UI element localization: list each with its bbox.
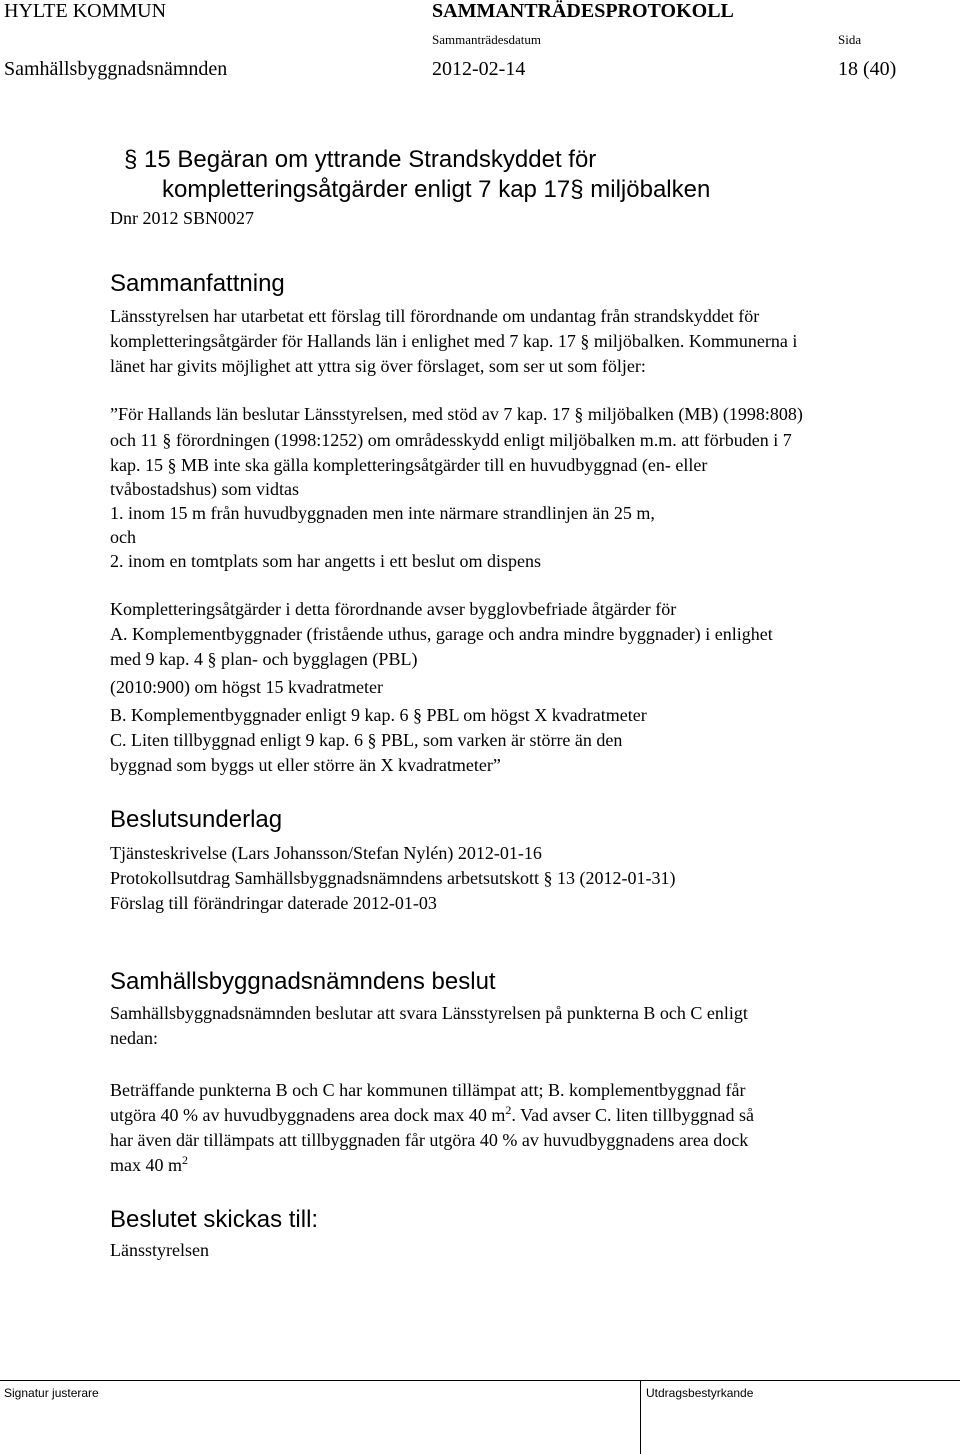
extract-certification-label: Utdragsbestyrkande (646, 1386, 754, 1400)
decision-paragraph-line: max 40 $m^2$ (110, 1153, 188, 1175)
basis-heading: Beslutsunderlag (110, 806, 283, 833)
basis-line: Tjänsteskrivelse (Lars Johansson/Stefan Nylén) 2012-01-16 (110, 843, 542, 863)
quote-line: och (110, 527, 136, 547)
title-line-1: 15 Begäran om yttrande Strandskyddet för (144, 146, 597, 173)
summary-line: kompletteringsåtgärder för Hallands län i enlighet med 7 kap. 17 § miljöbalken. Kommunerna i (110, 331, 798, 351)
summary-heading: Sammanfattning (110, 270, 285, 297)
quote-line: kap. 15 § MB inte ska gälla kompletteringsåtgärder till en huvudbyggnad (en- eller (110, 455, 708, 475)
page-number: 18 (40) (838, 58, 897, 80)
section-sign-icon: § (570, 176, 584, 203)
quote-line: och 11 § förordningen (1998:1252) om områdesskydd enligt miljöbalken m.m. att förbuden i 7 (110, 430, 792, 450)
recipients-heading: Beslutet skickas till: (110, 1206, 319, 1233)
date-label: Sammanträdesdatum (432, 32, 542, 47)
basis-line: Förslag till förändringar daterade 2012-01-03 (110, 893, 437, 913)
detail-line: A. Komplementbyggnader (fristående uthus, garage och andra mindre byggnader) i enlighet (110, 624, 773, 644)
quote-line: 2. inom en tomtplats som har angetts i ett beslut om dispens (110, 551, 541, 571)
quote-line: tvåbostadshus) som vidtas (110, 479, 299, 499)
section-sign-icon: § (124, 146, 138, 173)
basis-line: Protokollsutdrag Samhällsbyggnadsnämndens arbetsutskott § 13 (2012-01-31) (110, 868, 676, 888)
title-line-2: kompletteringsåtgärder enligt 7 kap 17§ miljöbalken (162, 176, 711, 203)
detail-line: med 9 kap. 4 § plan- och bygglagen (PBL) (110, 649, 418, 669)
detail-line: (2010:900) om högst 15 kvadratmeter (110, 677, 383, 697)
decision-line: Samhällsbyggnadsnämnden beslutar att svara Länsstyrelsen på punkterna B och C enligt (110, 1003, 748, 1023)
detail-line: byggnad som byggs ut eller större än X kvadratmeter” (110, 755, 501, 775)
signature-field-label: Signatur justerare (4, 1386, 99, 1400)
committee-name: Samhällsbyggnadsnämnden (4, 58, 228, 80)
section-title (124, 146, 596, 174)
detail-line: Kompletteringsåtgärder i detta förordnande avser bygglovbefriade åtgärder för (110, 599, 677, 619)
page-label: Sida (838, 32, 862, 47)
footer-divider (640, 1380, 641, 1454)
quote-line: ”För Hallands län beslutar Länsstyrelsen, med stöd av 7 kap. 17 § miljöbalken (MB) (1998:808) (110, 404, 803, 424)
document-type: SAMMANTRÄDESPROTOKOLL (432, 0, 734, 22)
meeting-date: 2012-02-14 (432, 58, 526, 80)
decision-heading: Samhällsbyggnadsnämndens beslut (110, 968, 496, 995)
registration-number: Dnr 2012 SBN0027 (110, 208, 255, 228)
detail-line: C. Liten tillbyggnad enligt 9 kap. 6 § PBL, som varken är större än den (110, 730, 623, 750)
decision-paragraph-line: har även där tillämpats att tillbyggnaden får utgöra 40 % av huvudbyggnadens area dock (110, 1130, 749, 1150)
detail-line: B. Komplementbyggnader enligt 9 kap. 6 § PBL om högst X kvadratmeter (110, 705, 647, 725)
recipient: Länsstyrelsen (110, 1240, 209, 1260)
footer-rule-top (0, 1380, 960, 1381)
decision-paragraph-line: utgöra 40 % av huvudbyggnadens area dock max 40 $m^2$. Vad avser C. liten tillbyggnad så (110, 1103, 755, 1125)
decision-paragraph-line: Beträffande punkterna B och C har kommunen tillämpat att; B. komplementbyggnad får (110, 1080, 746, 1100)
quote-line: 1. inom 15 m från huvudbyggnaden men inte närmare strandlinjen än 25 m, (110, 503, 655, 523)
org-name: HYLTE KOMMUN (4, 0, 167, 22)
decision-line: nedan: (110, 1028, 158, 1048)
summary-line: Länsstyrelsen har utarbetat ett förslag till förordnande om undantag från strandskyddet för (110, 306, 760, 326)
summary-line: länet har givits möjlighet att yttra sig över förslaget, som ser ut som följer: (110, 356, 646, 376)
